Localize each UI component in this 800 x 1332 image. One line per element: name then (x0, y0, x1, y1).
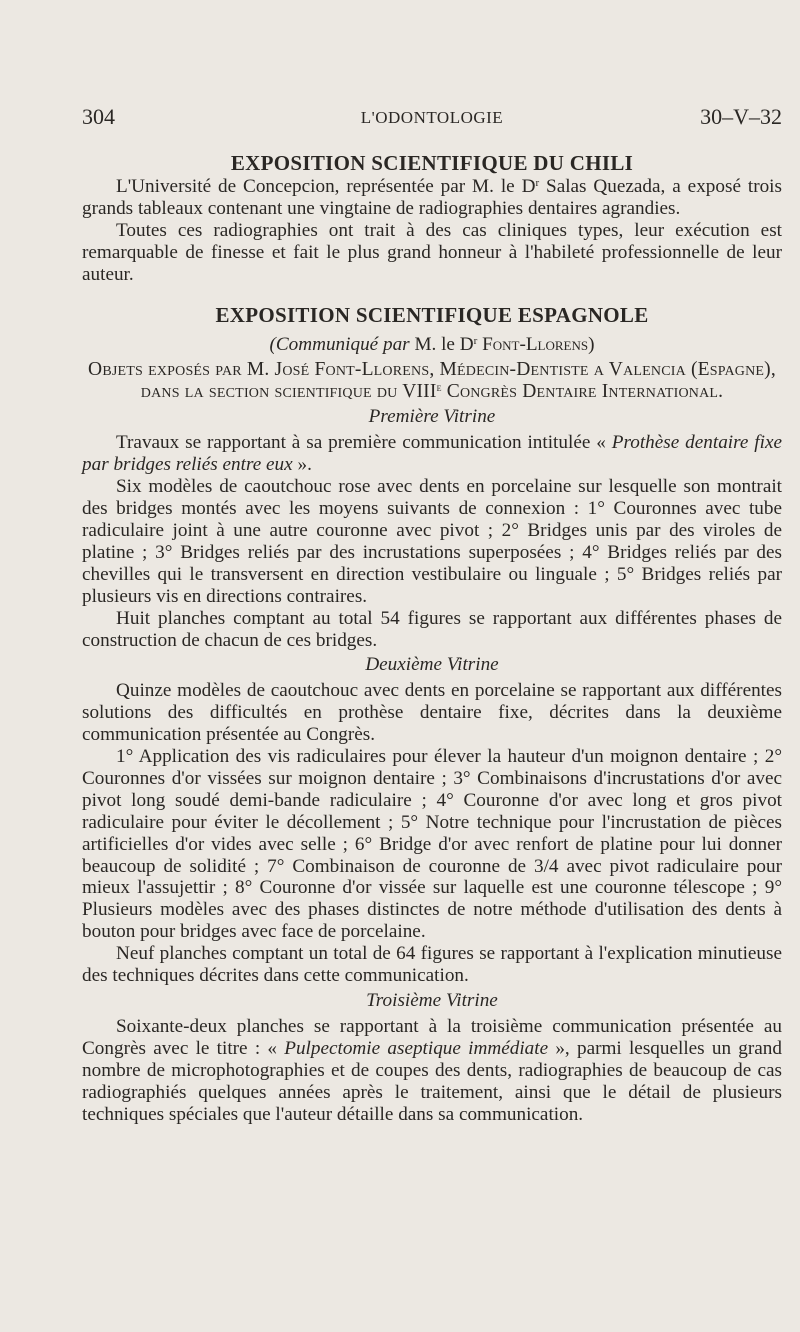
journal-title: L'ODONTOLOGIE (360, 108, 504, 127)
paragraph: Travaux se rapportant à sa première communication intitulée « Prothèse dentaire fixe par bridges reliés entre eux ». (82, 432, 782, 476)
exhibit-heading: Objets exposés par M. José Font-Llorens, Médecin-Dentiste a Valencia (Espagne), dans la section scientifique du VIIIe Congrès Dentaire International. (88, 359, 776, 403)
paragraph: L'Université de Concepcion, représentée par M. le $D^r$ Salas Quezada, a exposé trois grands tableaux contenant une vingtaine de radiographies dentaires agrandies. (82, 176, 782, 219)
vitrine-title-2: Deuxième Vitrine (365, 654, 499, 676)
paragraph: Soixante-deux planches se rapportant à la troisième communication présentée au Congrès avec le titre : « Pulpectomie aseptique immédiate », parmi lesquelles un grand nombre de microphotographies et de coupes des dents, radiographies de beaucoup de cas radiographiés quelques années après le traitement, ainsi que le détail de plusieurs techniques spéciales que l'auteur détaille dans sa communication. (82, 1015, 782, 1125)
running-header (82, 104, 782, 134)
page-number: 304 (82, 104, 115, 129)
section-title-espagnole: EXPOSITION SCIENTIFIQUE ESPAGNOLE (215, 302, 649, 327)
paragraph: Quinze modèles de caoutchouc avec dents en porcelaine se rapportant aux différentes solutions des difficultés en prothèse dentaire fixe, décrites dans la deuxième communication présentée au Congrès. (82, 680, 782, 746)
article-body (82, 150, 782, 1125)
issue-date: 30–V–32 (700, 104, 782, 129)
paragraph: Six modèles de caoutchouc rose avec dents en porcelaine sur lesquelle son montrait des bridges montés avec les moyens suivants de connexion : 1° Couronnes avec tube radiculaire joint à une autre couronne avec pivot ; 2° Bridges unis par des viroles de platine ; 3° Bridges reliés par des incrustations superposées ; 4° Bridges reliés par des chevilles qui le transversent en direction vestibulaire ou linguale ; 5° Bridges reliés par plusieurs vis en directions contraires. (82, 476, 782, 607)
paragraph: Toutes ces radiographies ont trait à des cas cliniques types, leur exécution est remarquable de finesse et fait le plus grand honneur à l'habileté professionnelle de leur auteur. (82, 219, 782, 285)
vitrine-title-1: Première Vitrine (368, 406, 496, 428)
paragraph: 1° Application des vis radiculaires pour élever la hauteur d'un moignon dentaire ; 2° Couronnes d'or vissées sur moignon dentaire ; 3° Combinaisons d'incrustations d'or avec pivot long soudé demi-bande radiculaire ; 4° Couronne d'or avec long et gros pivot radiculaire pour éviter le décollement ; 5° Notre technique pour l'incrustation de pièces artificielles d'or vides avec selle ; 6° Bridge d'or avec renfort de platine pour lui donner beaucoup de solidité ; 7° Combinaison de couronne de 3/4 avec pivot radiculaire pour mieux l'assujettir ; 8° Couronne d'or vissée sur laquelle est une couronne télescope ; 9° Plusieurs modèles avec des phases distinctes de notre méthode d'utilisation des dents à bouton pour bridges avec face de porcelaine. (82, 746, 782, 943)
vitrine-title-3: Troisième Vitrine (366, 990, 498, 1011)
paragraph: Huit planches comptant au total 54 figures se rapportant aux différentes phases de construction de chacun de ces bridges. (82, 607, 782, 651)
paragraph: Neuf planches comptant un total de 64 figures se rapportant à l'explication minutieuse des techniques décrites dans cette communication. (82, 943, 782, 987)
communicated-by: (Communiqué par M. le $D^r$ Font-Llorens) (269, 333, 595, 355)
section-title-chili: EXPOSITION SCIENTIFIQUE DU CHILI (230, 151, 634, 175)
